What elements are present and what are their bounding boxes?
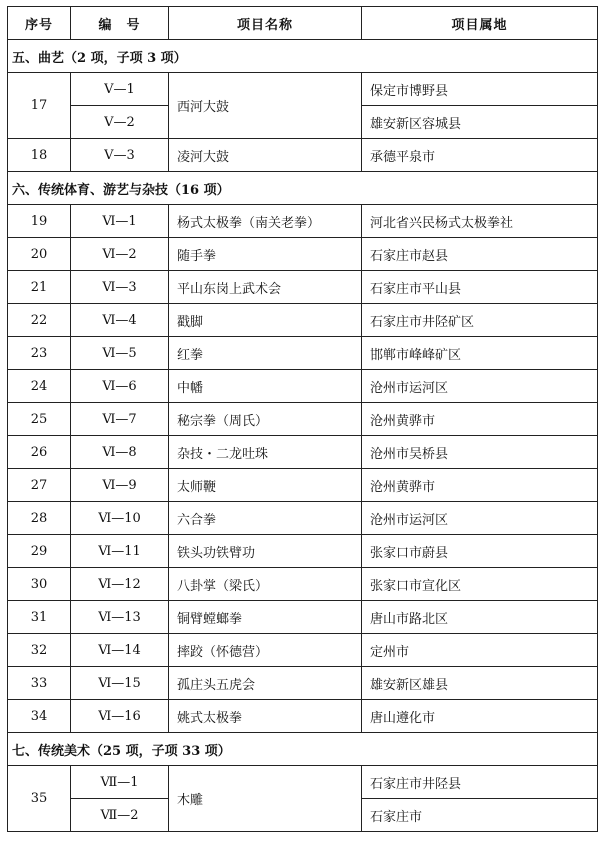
code-cell: Ⅵ—8 [71,436,169,469]
place-cell: 石家庄市赵县 [362,238,598,271]
table-row [8,205,598,238]
table-row [8,700,598,733]
place-cell: 沧州市运河区 [362,502,598,535]
table-row [8,73,598,106]
name-cell: 摔跤（怀德营） [169,634,362,667]
code-cell: Ⅵ—4 [71,304,169,337]
table-row [8,568,598,601]
code-cell: Ⅶ—1 [71,766,169,799]
seq-cell: 19 [8,205,71,238]
name-cell: 孤庄头五虎会 [169,667,362,700]
table-row [8,403,598,436]
name-cell: 凌河大鼓 [169,139,362,172]
code-cell: Ⅵ—1 [71,205,169,238]
table-row [8,238,598,271]
name-cell: 太师鞭 [169,469,362,502]
seq-cell: 33 [8,667,71,700]
table-row [8,469,598,502]
seq-cell: 31 [8,601,71,634]
place-cell: 石家庄市井陉县 [362,766,598,799]
place-cell: 定州市 [362,634,598,667]
code-cell: Ⅴ—1 [71,73,169,106]
table-row [8,634,598,667]
place-cell: 承德平泉市 [362,139,598,172]
table-row [8,766,598,799]
place-cell: 石家庄市平山县 [362,271,598,304]
table-row [8,370,598,403]
seq-cell: 35 [8,766,71,832]
name-cell: 秘宗拳（周氏） [169,403,362,436]
place-cell: 河北省兴民杨式太极拳社 [362,205,598,238]
code-cell: Ⅵ—13 [71,601,169,634]
header-place: 项目属地 [362,7,598,40]
table-row [8,667,598,700]
section-title: 五、曲艺（2 项，子项 3 项） [8,40,598,73]
code-cell: Ⅵ—7 [71,403,169,436]
code-cell: Ⅵ—9 [71,469,169,502]
place-cell: 邯郸市峰峰矿区 [362,337,598,370]
place-cell: 张家口市蔚县 [362,535,598,568]
code-cell: Ⅵ—6 [71,370,169,403]
name-cell: 铜臂螳螂拳 [169,601,362,634]
name-cell: 平山东岗上武术会 [169,271,362,304]
code-cell: Ⅵ—5 [71,337,169,370]
table-row [8,436,598,469]
name-cell: 中幡 [169,370,362,403]
place-cell: 唐山市路北区 [362,601,598,634]
name-cell: 铁头功铁臂功 [169,535,362,568]
seq-cell: 25 [8,403,71,436]
seq-cell: 29 [8,535,71,568]
section-title: 七、传统美术（25 项，子项 33 项） [8,733,598,766]
name-cell: 姚式太极拳 [169,700,362,733]
code-cell: Ⅴ—3 [71,139,169,172]
name-cell: 红拳 [169,337,362,370]
heritage-table [7,6,598,832]
section-row [8,40,598,73]
name-cell: 随手拳 [169,238,362,271]
seq-cell: 34 [8,700,71,733]
seq-cell: 30 [8,568,71,601]
code-cell: Ⅶ—2 [71,799,169,832]
name-cell: 杨式太极拳（南关老拳） [169,205,362,238]
header-code: 编 号 [71,7,169,40]
header-seq: 序号 [8,7,71,40]
table-row [8,304,598,337]
code-cell: Ⅵ—3 [71,271,169,304]
place-cell: 保定市博野县 [362,73,598,106]
name-cell: 八卦掌（梁氏） [169,568,362,601]
name-cell: 戳脚 [169,304,362,337]
place-cell: 雄安新区雄县 [362,667,598,700]
seq-cell: 23 [8,337,71,370]
header-row [8,7,598,40]
code-cell: Ⅴ—2 [71,106,169,139]
code-cell: Ⅵ—15 [71,667,169,700]
section-row [8,172,598,205]
seq-cell: 20 [8,238,71,271]
seq-cell: 28 [8,502,71,535]
code-cell: Ⅵ—10 [71,502,169,535]
table-row [8,139,598,172]
header-name: 项目名称 [169,7,362,40]
table-row [8,271,598,304]
seq-cell: 21 [8,271,71,304]
place-cell: 沧州市运河区 [362,370,598,403]
place-cell: 沧州黄骅市 [362,469,598,502]
name-cell: 西河大鼓 [169,73,362,139]
table-row [8,337,598,370]
section-title: 六、传统体育、游艺与杂技（16 项） [8,172,598,205]
seq-cell: 27 [8,469,71,502]
seq-cell: 24 [8,370,71,403]
seq-cell: 17 [8,73,71,139]
table-row [8,502,598,535]
section-row [8,733,598,766]
place-cell: 沧州黄骅市 [362,403,598,436]
code-cell: Ⅵ—12 [71,568,169,601]
table-row [8,601,598,634]
place-cell: 沧州市吴桥县 [362,436,598,469]
name-cell: 六合拳 [169,502,362,535]
seq-cell: 26 [8,436,71,469]
code-cell: Ⅵ—11 [71,535,169,568]
place-cell: 唐山遵化市 [362,700,598,733]
seq-cell: 22 [8,304,71,337]
name-cell: 木雕 [169,766,362,832]
seq-cell: 18 [8,139,71,172]
place-cell: 张家口市宣化区 [362,568,598,601]
code-cell: Ⅵ—16 [71,700,169,733]
place-cell: 石家庄市井陉矿区 [362,304,598,337]
seq-cell: 32 [8,634,71,667]
place-cell: 石家庄市 [362,799,598,832]
name-cell: 杂技・二龙吐珠 [169,436,362,469]
code-cell: Ⅵ—2 [71,238,169,271]
place-cell: 雄安新区容城县 [362,106,598,139]
table-row [8,535,598,568]
code-cell: Ⅵ—14 [71,634,169,667]
